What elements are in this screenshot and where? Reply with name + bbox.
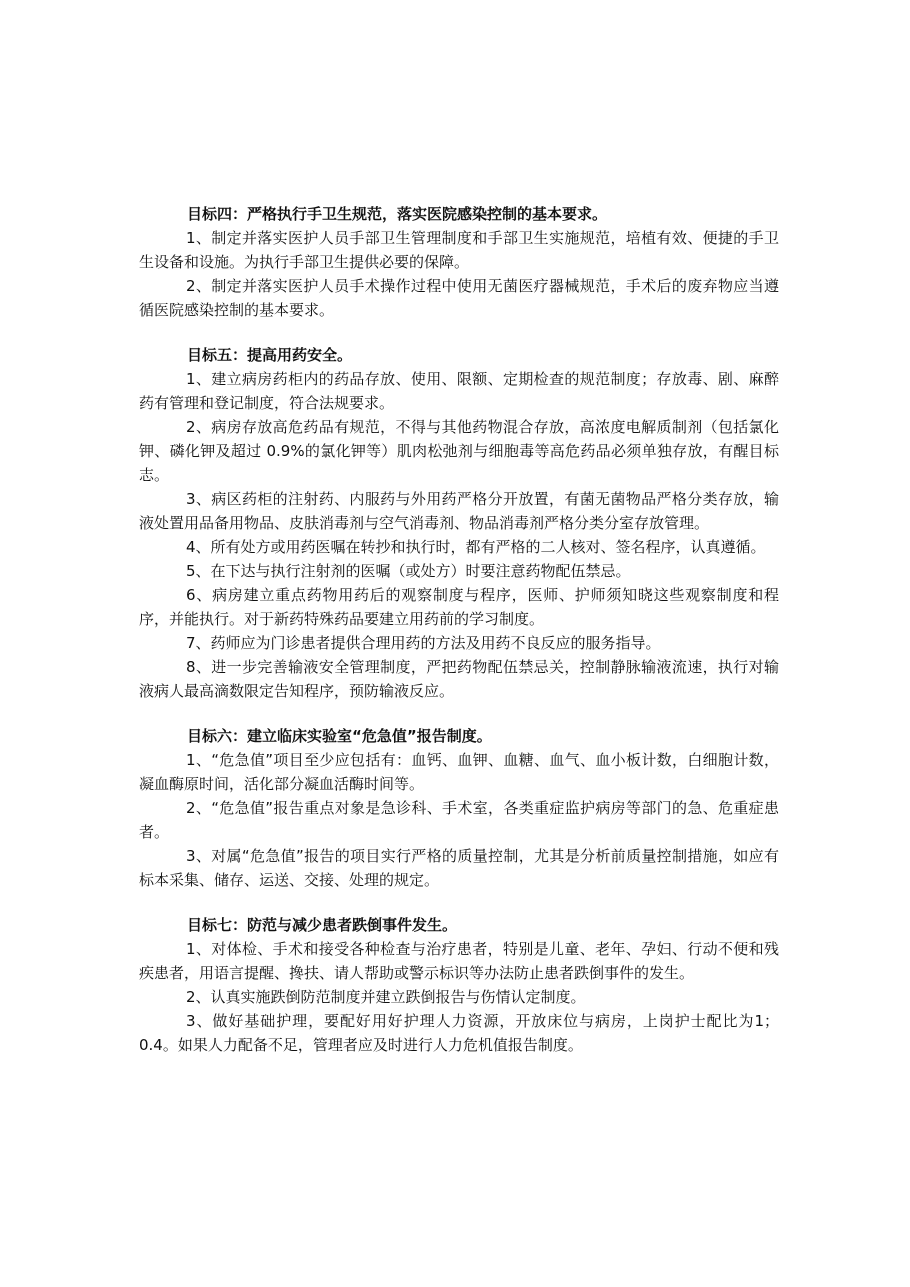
section-heading: 目标七：防范与减少患者跌倒事件发生。 xyxy=(187,916,458,934)
paragraph: 2、制定并落实医护人员手术操作过程中使用无菌医疗器械规范，手术后的废弃物应当遵循医院感染控制的基本要求。 xyxy=(139,277,779,319)
section-heading: 目标五：提高用药安全。 xyxy=(187,346,353,364)
paragraph: 1、对体检、手术和接受各种检查与治疗患者，特别是儿童、老年、孕妇、行动不便和残疾患者，用语言提醒、搀扶、请人帮助或警示标识等办法防止患者跌倒事件的发生。 xyxy=(139,940,779,982)
paragraph: 1、建立病房药柜内的药品存放、使用、限额、定期检查的规范制度；存放毒、剧、麻醉药有管理和登记制度，符合法规要求。 xyxy=(139,370,779,412)
section-goal-7 xyxy=(139,913,779,1057)
document-body xyxy=(139,202,779,1078)
paragraph: 1、“危急值”项目至少应包括有：血钙、血钾、血糖、血气、血小板计数，白细胞计数，凝血酶原时间，活化部分凝血活酶时间等。 xyxy=(139,751,779,793)
paragraph: 2、认真实施跌倒防范制度并建立跌倒报告与伤情认定制度。 xyxy=(186,988,586,1006)
paragraph: 4、所有处方或用药医嘱在转抄和执行时，都有严格的二人核对、签名程序，认真遵循。 xyxy=(186,538,766,556)
paragraph: 7、药师应为门诊患者提供合理用药的方法及用药不良反应的服务指导。 xyxy=(186,634,661,652)
section-goal-4 xyxy=(139,202,779,322)
section-heading: 目标四：严格执行手卫生规范，落实医院感染控制的基本要求。 xyxy=(187,205,608,223)
paragraph: 1、制定并落实医护人员手部卫生管理制度和手部卫生实施规范，培植有效、便捷的手卫生设备和设施。为执行手部卫生提供必要的保障。 xyxy=(139,229,779,271)
paragraph: 2、“危急值”报告重点对象是急诊科、手术室，各类重症监护病房等部门的急、危重症患者。 xyxy=(139,799,779,841)
paragraph: 8、进一步完善输液安全管理制度，严把药物配伍禁忌关，控制静脉输液流速，执行对输液病人最高滴数限定告知程序，预防输液反应。 xyxy=(139,658,779,700)
section-goal-5 xyxy=(139,343,779,703)
paragraph: 3、做好基础护理，要配好用好护理人力资源，开放床位与病房，上岗护士配比为1；0.4。如果人力配备不足，管理者应及时进行人力危机值报告制度。 xyxy=(139,1012,779,1054)
section-goal-6 xyxy=(139,724,779,892)
paragraph: 6、病房建立重点药物用药后的观察制度与程序，医师、护师须知晓这些观察制度和程序，并能执行。对于新药特殊药品要建立用药前的学习制度。 xyxy=(139,586,779,628)
paragraph: 3、病区药柜的注射药、内服药与外用药严格分开放置，有菌无菌物品严格分类存放，输液处置用品备用物品、皮肤消毒剂与空气消毒剂、物品消毒剂严格分类分室存放管理。 xyxy=(139,490,779,532)
paragraph: 2、病房存放高危药品有规范，不得与其他药物混合存放，高浓度电解质制剂（包括氯化钾、磷化钾及超过 0.9%的氯化钾等）肌肉松弛剂与细胞毒等高危药品必须单独存放，有醒目标志。 xyxy=(139,418,779,484)
paragraph: 5、在下达与执行注射剂的医嘱（或处方）时要注意药物配伍禁忌。 xyxy=(186,562,631,580)
paragraph: 3、对属“危急值”报告的项目实行严格的质量控制，尤其是分析前质量控制措施，如应有标本采集、储存、运送、交接、处理的规定。 xyxy=(139,847,779,889)
section-heading: 目标六：建立临床实验室“危急值”报告制度。 xyxy=(187,727,492,745)
